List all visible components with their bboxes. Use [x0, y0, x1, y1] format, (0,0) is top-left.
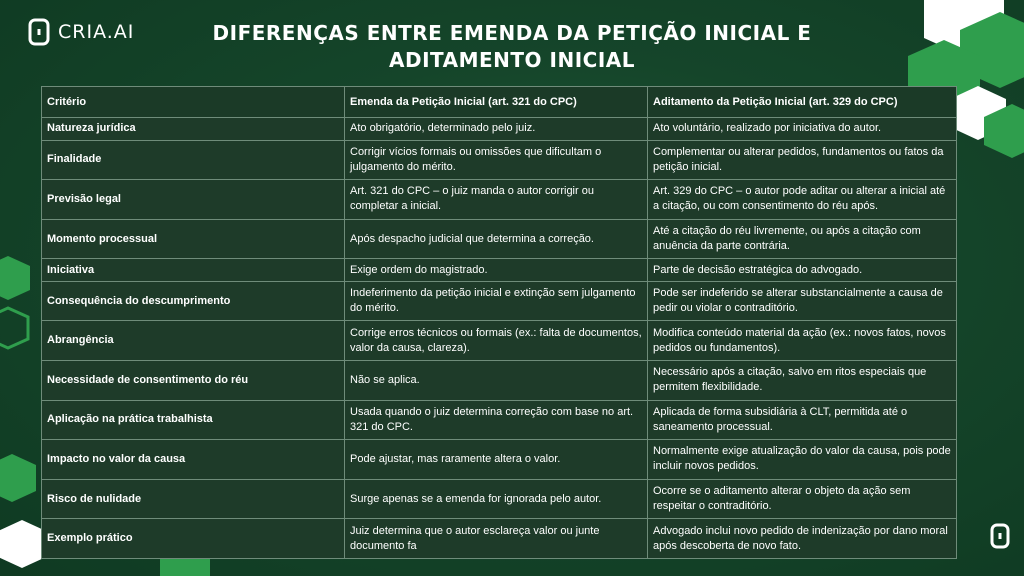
criterion-cell: Aplicação na prática trabalhista	[42, 400, 345, 440]
table-row	[42, 440, 957, 480]
emenda-cell: Surge apenas se a emenda for ignorada pelo autor.	[345, 479, 648, 519]
cria-logo-icon	[28, 18, 50, 46]
table-row	[42, 321, 957, 361]
aditamento-cell: Ocorre se o aditamento alterar o objeto da ação sem respeitar o contraditório.	[648, 479, 957, 519]
emenda-cell: Não se aplica.	[345, 361, 648, 401]
aditamento-cell: Aplicada de forma subsidiária à CLT, permitida até o saneamento processual.	[648, 400, 957, 440]
aditamento-cell: Advogado inclui novo pedido de indenização por dano moral após descoberta de novo fato.	[648, 519, 957, 559]
emenda-cell: Pode ajustar, mas raramente altera o valor.	[345, 440, 648, 480]
criterion-cell: Exemplo prático	[42, 519, 345, 559]
aditamento-cell: Ato voluntário, realizado por iniciativa do autor.	[648, 118, 957, 141]
criterion-cell: Natureza jurídica	[42, 118, 345, 141]
brand-name: CRIA.AI	[58, 21, 135, 43]
table-row	[42, 219, 957, 259]
aditamento-cell: Complementar ou alterar pedidos, fundamentos ou fatos da petição inicial.	[648, 140, 957, 180]
page-title-line-1: DIFERENÇAS ENTRE EMENDA DA PETIÇÃO INICIAL E	[212, 21, 812, 45]
cria-footer-logo-icon	[990, 523, 1010, 549]
table-row	[42, 479, 957, 519]
table-row	[42, 140, 957, 180]
criterion-cell: Abrangência	[42, 321, 345, 361]
aditamento-cell: Modifica conteúdo material da ação (ex.: novos fatos, novos pedidos ou fundamentos).	[648, 321, 957, 361]
criterion-cell: Finalidade	[42, 140, 345, 180]
table-row	[42, 180, 957, 220]
emenda-cell: Após despacho judicial que determina a correção.	[345, 219, 648, 259]
emenda-cell: Ato obrigatório, determinado pelo juiz.	[345, 118, 648, 141]
page-title-line-2: ADITAMENTO INICIAL	[389, 48, 635, 72]
header-criterio: Critério	[42, 87, 345, 118]
criterion-cell: Previsão legal	[42, 180, 345, 220]
header-aditamento: Aditamento da Petição Inicial (art. 329 do CPC)	[648, 87, 957, 118]
criterion-cell: Consequência do descumprimento	[42, 281, 345, 321]
table-row	[42, 361, 957, 401]
aditamento-cell: Pode ser indeferido se alterar substancialmente a causa de pedir ou violar o contraditório.	[648, 281, 957, 321]
criterion-cell: Momento processual	[42, 219, 345, 259]
aditamento-cell: Parte de decisão estratégica do advogado.	[648, 259, 957, 282]
table-header-row	[42, 87, 957, 118]
table-row	[42, 400, 957, 440]
brand-logo	[28, 18, 134, 46]
criterion-cell: Impacto no valor da causa	[42, 440, 345, 480]
aditamento-cell: Art. 329 do CPC – o autor pode aditar ou alterar a inicial até a citação, ou com consentimento do réu após.	[648, 180, 957, 220]
aditamento-cell: Normalmente exige atualização do valor da causa, pois pode incluir novos pedidos.	[648, 440, 957, 480]
criterion-cell: Risco de nulidade	[42, 479, 345, 519]
emenda-cell: Corrigir vícios formais ou omissões que dificultam o julgamento do mérito.	[345, 140, 648, 180]
emenda-cell: Indeferimento da petição inicial e extinção sem julgamento do mérito.	[345, 281, 648, 321]
criterion-cell: Necessidade de consentimento do réu	[42, 361, 345, 401]
aditamento-cell: Até a citação do réu livremente, ou após a citação com anuência da parte contrária.	[648, 219, 957, 259]
table-row	[42, 118, 957, 141]
comparison-table	[41, 86, 957, 559]
table-row	[42, 281, 957, 321]
criterion-cell: Iniciativa	[42, 259, 345, 282]
table-row	[42, 259, 957, 282]
page-title	[150, 20, 874, 74]
header-emenda: Emenda da Petição Inicial (art. 321 do CPC)	[345, 87, 648, 118]
emenda-cell: Juiz determina que o autor esclareça valor ou junte documento fa	[345, 519, 648, 559]
table-row	[42, 519, 957, 559]
aditamento-cell: Necessário após a citação, salvo em ritos especiais que permitem flexibilidade.	[648, 361, 957, 401]
emenda-cell: Exige ordem do magistrado.	[345, 259, 648, 282]
emenda-cell: Corrige erros técnicos ou formais (ex.: falta de documentos, valor da causa, clareza).	[345, 321, 648, 361]
emenda-cell: Art. 321 do CPC – o juiz manda o autor corrigir ou completar a inicial.	[345, 180, 648, 220]
emenda-cell: Usada quando o juiz determina correção com base no art. 321 do CPC.	[345, 400, 648, 440]
